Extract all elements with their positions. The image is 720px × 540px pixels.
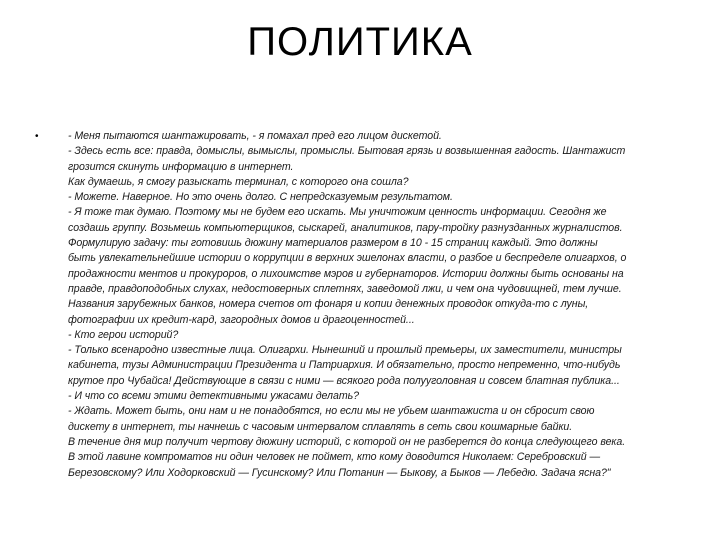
body-line: - Можете. Наверное. Но это очень долго. С непредсказуемым результатом. — [68, 191, 453, 204]
body-line: кабинета, тузы Администрации Президента и Патриархия. И обязательно, просто непременно, что-нибудь — [68, 359, 621, 372]
body-line: Формулирую задачу: ты готовишь дюжину материалов размером в 10 - 15 страниц каждый. Это должны — [68, 237, 598, 250]
body-line: фотографии их кредит-кард, загородных домов и драгоценностей... — [68, 313, 415, 326]
body-line: - И что со всеми этими детективными ужасами делать? — [68, 390, 359, 403]
body-line: - Кто герои историй? — [68, 328, 179, 341]
body-line: - Только всенародно известные лица. Олигархи. Нынешний и прошлый премьеры, их заместители, министры — [68, 344, 622, 357]
body-line: крутое про Чубайса! Действующие в связи с ними — всякого рода полууголовная и совсем блатная публика... — [68, 374, 620, 387]
body-line: продажности ментов и прокуроров, о лихоимстве мэров и губернаторов. Истории должны быть основаны на — [68, 267, 624, 280]
body-line: Березовскому? Или Ходорковский — Гусинскому? Или Потанин — Быкову, а Быков — Лебедю. Задача ясна?" — [68, 466, 611, 479]
body-line: Названия зарубежных банков, номера счетов от фонаря и копии денежных проводок откуда-то с луны, — [68, 298, 589, 311]
bullet-marker: • — [35, 131, 39, 142]
slide-title: ПОЛИТИКА — [247, 20, 473, 64]
body-line: В течение дня мир получит чертову дюжину историй, с которой он не разберется до конца следующего века. — [68, 435, 626, 448]
body-line: - Ждать. Может быть, они нам и не понадобятся, но если мы не убьем шантажиста и он сбросит свою — [68, 405, 595, 418]
body-line: правде, правдоподобных слухах, недостоверных сплетнях, заведомой лжи, и чем она чудовищней, тем лучше. — [68, 282, 622, 295]
body-line: быть увлекательнейшие истории о коррупции в верхних эшелонах власти, о разбое и беспределе олигархов, о — [68, 252, 627, 265]
body-line: - Меня пытаются шантажировать, - я помахал пред его лицом дискетой. — [68, 130, 442, 142]
body-line: Как думаешь, я смогу разыскать терминал, с которого она сошла? — [68, 175, 409, 188]
body-line: грозится скинуть информацию в интернет. — [68, 160, 294, 173]
body-line: создашь группу. Возьмешь компьютерщиков, сыскарей, аналитиков, пару-тройку разнузданных журналистов. — [68, 221, 623, 234]
slide-body-text — [68, 129, 700, 481]
body-line: В этой лавине компроматов ни один человек не поймет, кто кому доводится Николаем: Серебровский — — [68, 451, 601, 464]
body-line: дискету в интернет, ты начнешь с часовым интервалом сплавлять в сеть свои кошмарные байки. — [68, 420, 573, 433]
body-line: - Я тоже так думаю. Поэтому мы не будем его искать. Мы уничтожим ценность информации. Сегодня же — [68, 206, 607, 219]
body-line: - Здесь есть все: правда, домыслы, вымыслы, промыслы. Бытовая грязь и возвышенная гадость. Шантажист — [68, 145, 626, 158]
